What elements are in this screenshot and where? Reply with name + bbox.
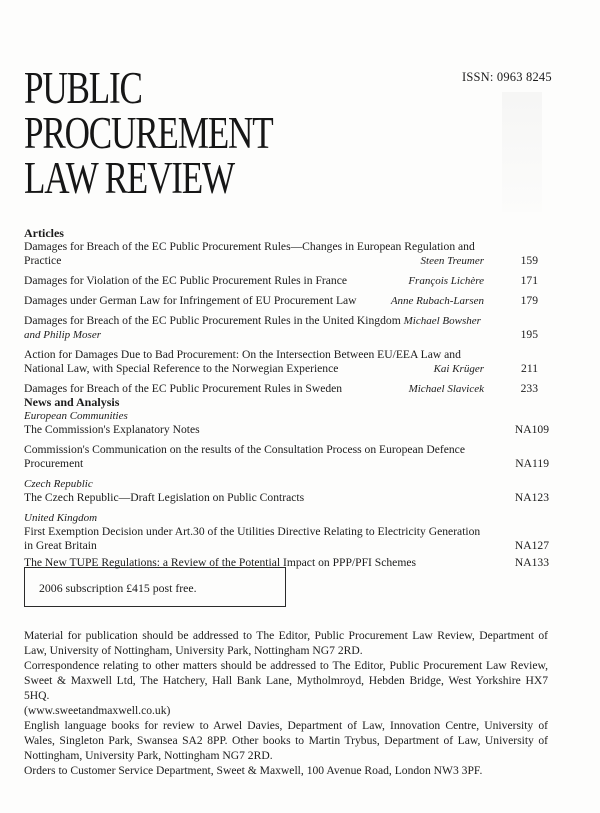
note-line: English language books for review to Arwel Davies, Department of Law, Innovation Centre, University of Wales, Singleton Park, Swansea SA2 8PP. Other books to Martin Trybus, Department of Law, University of Nottingham, University Park, Nottingham NG7 2RD. <box>24 719 548 762</box>
article-author: Anne Rubach-Larsen <box>390 295 484 307</box>
subsection-heading: European Communities <box>24 410 128 422</box>
article-title: Damages for Breach of the EC Public Procurement Rules in Sweden <box>24 382 343 395</box>
article-page: 233 <box>520 382 538 395</box>
article-page: 195 <box>520 328 538 341</box>
subsection-heading: United Kingdom <box>24 512 98 524</box>
article-page: 211 <box>521 362 538 375</box>
article-title: Damages for Violation of the EC Public Procurement Rules in France <box>24 274 347 287</box>
issn: ISSN: 0963 8245 <box>462 70 552 84</box>
publisher-notes <box>24 628 548 778</box>
subscription-text: 2006 subscription £415 post free. <box>39 581 197 595</box>
article-entry <box>24 382 544 396</box>
news-entry <box>24 491 549 505</box>
article-author: Michael Bowsher and Philip Moser <box>24 315 481 341</box>
article-entry <box>24 314 544 342</box>
news-heading: News and Analysis <box>24 395 120 409</box>
article-title: Damages under German Law for Infringement of EU Procurement Law <box>24 294 357 307</box>
news-page: NA119 <box>515 457 549 470</box>
note-line: Orders to Customer Service Department, Sweet & Maxwell, 100 Avenue Road, London NW3 3PF. <box>24 764 483 777</box>
subsection-heading: Czech Republic <box>24 478 93 490</box>
article-entry <box>24 274 544 288</box>
news-title: First Exemption Decision under Art.30 of the Utilities Directive Relating to Electricity Generation in Great Britain <box>24 525 481 552</box>
subscription-box <box>24 567 286 607</box>
note-line: Correspondence relating to other matters should be addressed to The Editor, Public Procurement Law Review, Sweet & Maxwell Ltd, The Hatchery, Hall Bank Lane, Mytholmroyd, Hebden Bridge, West Yorkshire HX7 5HQ. <box>24 659 548 702</box>
article-entry <box>24 240 544 268</box>
news-entry <box>24 423 549 437</box>
article-entry <box>24 348 544 376</box>
article-title: Damages for Breach of the EC Public Procurement Rules in the United Kingdom <box>24 314 401 327</box>
article-author: Steen Treumer <box>420 255 484 267</box>
news-page: NA127 <box>514 539 549 552</box>
note-line: (www.sweetandmaxwell.co.uk) <box>24 704 171 717</box>
news-title: The Czech Republic—Draft Legislation on Public Contracts <box>24 491 305 504</box>
news-title: The Commission's Explanatory Notes <box>24 423 200 436</box>
title-line: LAW REVIEW <box>24 153 235 203</box>
note-line: Material for publication should be addressed to The Editor, Public Procurement Law Review, Department of Law, University of Nottingham, University Park, Nottingham NG7 2RD. <box>24 629 548 657</box>
news-page: NA133 <box>514 556 549 569</box>
news-entry <box>24 525 549 553</box>
article-page: 179 <box>520 294 538 307</box>
article-author: Kai Krüger <box>433 363 484 375</box>
faded-background-mark <box>502 92 542 212</box>
article-page: 171 <box>520 274 538 287</box>
articles-heading: Articles <box>24 226 64 240</box>
article-author: Michael Slavicek <box>408 383 484 395</box>
article-page: 159 <box>520 254 538 267</box>
news-entry <box>24 443 549 471</box>
news-page: NA109 <box>514 423 549 436</box>
article-author: François Lichère <box>408 275 484 287</box>
news-section <box>24 395 549 570</box>
news-title: Commission's Communication on the results of the Consultation Process on European Defence Procurement <box>24 443 465 470</box>
article-title: Action for Damages Due to Bad Procurement: On the Intersection Between EU/EEA Law and National Law, with Special Reference to the Norwegian Experience <box>24 348 461 375</box>
articles-section <box>24 226 544 396</box>
article-entry <box>24 294 544 308</box>
title-line: PUBLIC <box>24 63 142 113</box>
news-page: NA123 <box>514 491 549 504</box>
journal-title <box>24 63 273 203</box>
news-title: The New TUPE Regulations: a Review of the Potential Impact on PPP/PFI Schemes <box>24 556 416 569</box>
article-title: Damages for Breach of the EC Public Procurement Rules—Changes in European Regulation and Practice <box>24 240 475 267</box>
title-line: PROCUREMENT <box>24 108 273 158</box>
